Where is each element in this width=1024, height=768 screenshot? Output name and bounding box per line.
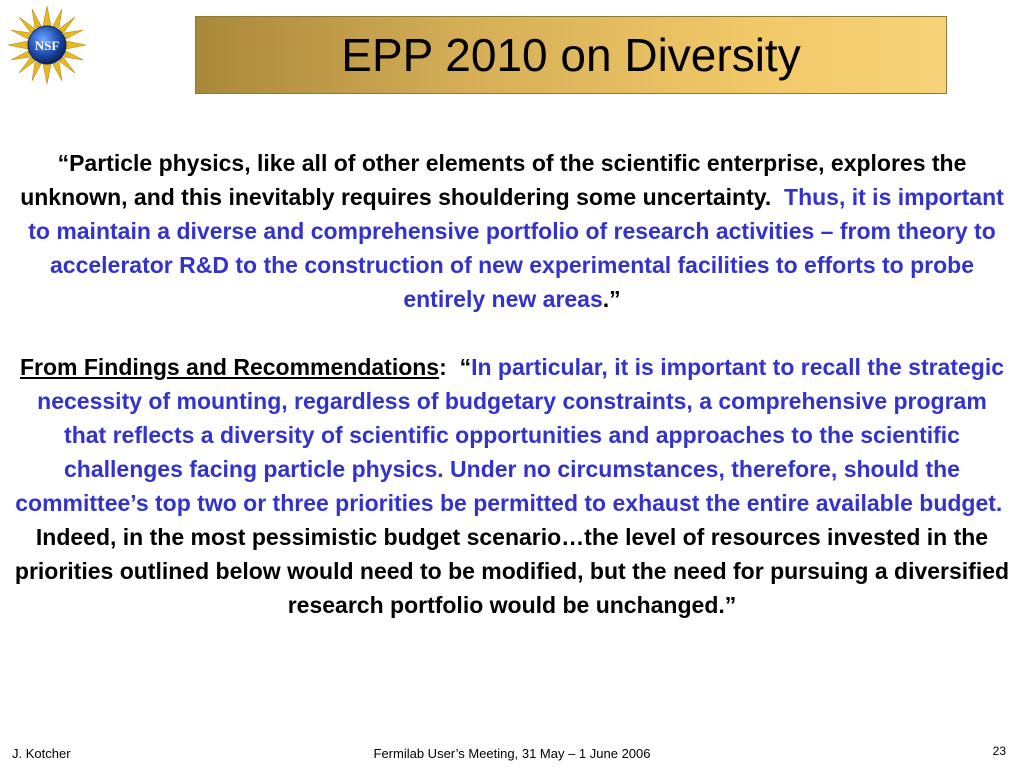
quote-paragraph-2 <box>14 350 1010 622</box>
quote2-open-quote: “ <box>459 354 472 380</box>
slide-number: 23 <box>992 744 1006 758</box>
quote-paragraph-1 <box>14 146 1010 316</box>
quote2-blue-text: In particular, it is important to recall the strategic necessity of mounting, regardless of budgetary constraints, a comprehensive program that reflects a diversity of scientific opportunities and approaches to the scientific challenges facing particle physics. Under no circumstances, therefore, should the committee’s top two or three priorities be permitted to exhaust the entire available budget. <box>15 354 1005 516</box>
quote1-black-text: “Particle physics, like all of other elements of the scientific enterprise, explores the unknown, and this inevitably requires shouldering some uncertainty. <box>20 150 967 210</box>
quote2-black-text: Indeed, in the most pessimistic budget scenario…the level of resources invested in the priorities outlined below would need to be modified, but the need for pursuing a diversified research portfolio would be unchanged.” <box>14 524 1010 618</box>
heading-colon: : <box>439 354 447 380</box>
footer-event: Fermilab User’s Meeting, 31 May – 1 June 2006 <box>373 746 651 761</box>
slide-body <box>14 146 1010 622</box>
svg-text:NSF: NSF <box>34 38 60 53</box>
nsf-seal-icon <box>6 4 88 86</box>
footer-author: J. Kotcher <box>12 746 71 761</box>
title-banner <box>195 16 947 94</box>
nsf-logo <box>6 4 88 86</box>
page-title: EPP 2010 on Diversity <box>341 29 801 81</box>
quote1-blue-text: Thus, it is important to maintain a diverse and comprehensive portfolio of research activities – from theory to accelerator R&D to the construction of new experimental facilities to efforts to probe entirely new areas <box>28 184 1004 312</box>
quote1-end: .” <box>602 286 621 312</box>
findings-heading: From Findings and Recommendations <box>19 354 440 380</box>
